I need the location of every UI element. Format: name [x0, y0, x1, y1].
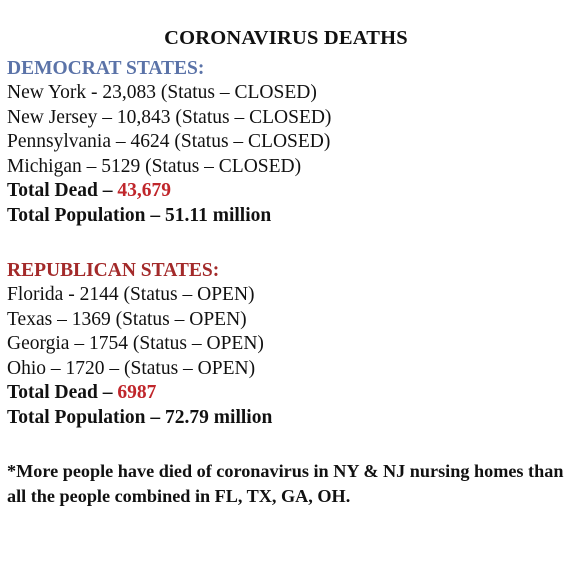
footnote: *More people have died of coronavirus in NY & NJ nursing homes than all the people combined in FL, TX, GA, OH.	[7, 461, 564, 506]
total-dead-label: Total Dead	[7, 382, 98, 404]
state-line-new-jersey: New Jersey – 10,843 (Status – CLOSED)	[7, 106, 332, 128]
total-dead-label: Total Dead	[7, 180, 98, 202]
republican-total-population: Total Population – 72.79 million	[7, 406, 273, 428]
state-line-texas: Texas – 1369 (Status – OPEN)	[7, 308, 247, 330]
page-title: CORONAVIRUS DEATHS	[164, 27, 408, 49]
republican-heading: REPUBLICAN STATES:	[7, 260, 220, 281]
state-line-pennsylvania: Pennsylvania – 4624 (Status – CLOSED)	[7, 131, 331, 153]
state-line-michigan: Michigan – 5129 (Status – CLOSED)	[7, 155, 302, 177]
republican-total-dead	[7, 381, 567, 406]
state-line-new-york: New York - 23,083 (Status – CLOSED)	[7, 82, 317, 103]
total-dead-value: 43,679	[117, 180, 171, 202]
republican-section	[7, 259, 567, 431]
democrat-heading: DEMOCRAT STATES:	[7, 58, 205, 79]
state-line-ohio: Ohio – 1720 – (Status – OPEN)	[7, 357, 256, 379]
total-dead-separator: –	[97, 382, 118, 404]
democrat-total-population: Total Population – 51.11 million	[7, 204, 272, 226]
democrat-section	[7, 57, 567, 229]
state-line-florida: Florida - 2144 (Status – OPEN)	[7, 284, 255, 305]
state-line-georgia: Georgia – 1754 (Status – OPEN)	[7, 333, 264, 355]
democrat-total-dead	[7, 179, 567, 204]
total-dead-value: 6987	[117, 382, 157, 404]
total-dead-separator: –	[97, 180, 118, 202]
